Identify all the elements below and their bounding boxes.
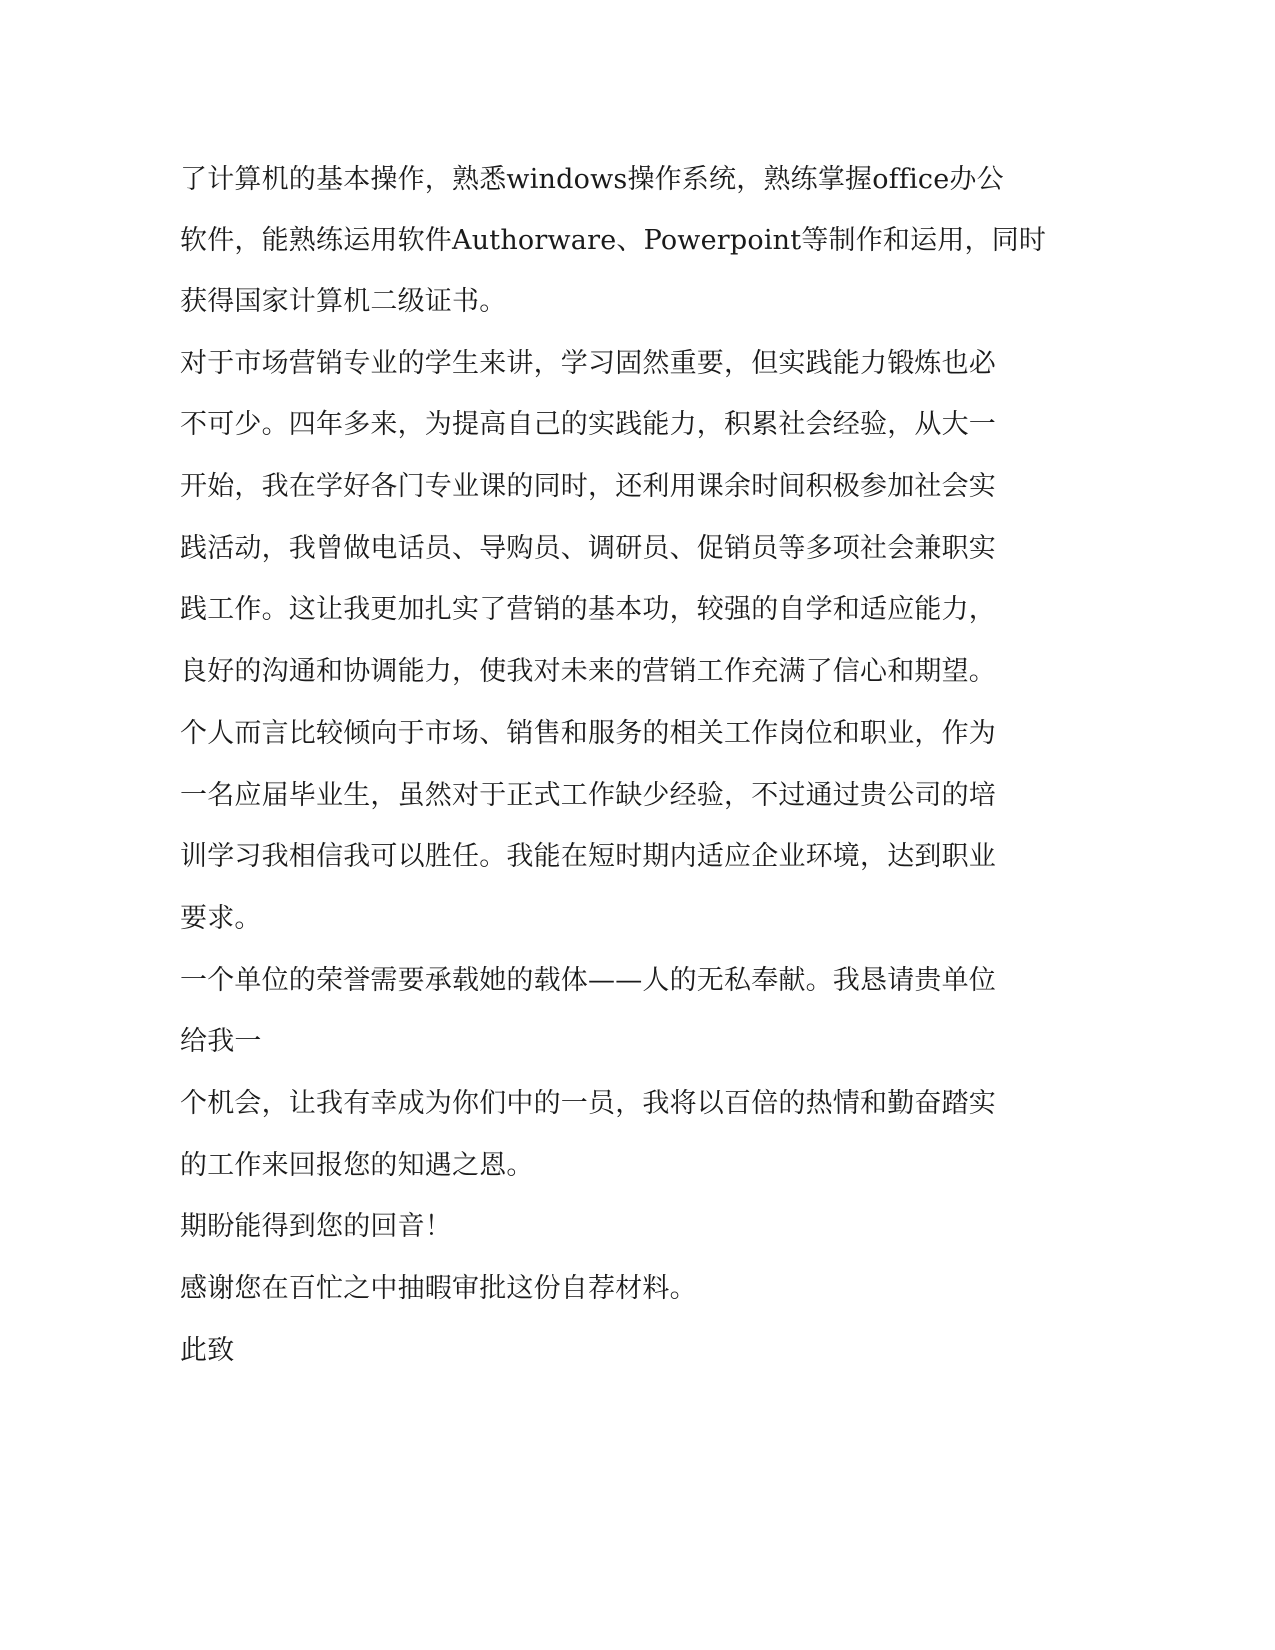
text-line: 了计算机的基本操作，熟悉windows操作系统，熟练掌握office办公 <box>180 164 1004 195</box>
text-line: 践工作。这让我更加扎实了营销的基本功，较强的自学和适应能力， <box>180 594 996 625</box>
text-line: 不可少。四年多来，为提高自己的实践能力，积累社会经验，从大一 <box>180 409 996 440</box>
text-line: 获得国家计算机二级证书。 <box>180 286 507 317</box>
text-line: 软件，能熟练运用软件Authorware、Powerpoint等制作和运用，同时 <box>180 225 1047 256</box>
text-line: 一名应届毕业生，虽然对于正式工作缺少经验，不过通过贵公司的培 <box>180 780 996 811</box>
text-line: 一个单位的荣誉需要承载她的载体——人的无私奉献。我恳请贵单位 <box>180 965 996 996</box>
text-line: 要求。 <box>180 903 262 934</box>
text-line: 期盼能得到您的回音！ <box>180 1211 452 1242</box>
text-line: 对于市场营销专业的学生来讲，学习固然重要，但实践能力锻炼也必 <box>180 348 996 379</box>
text-line: 此致 <box>180 1335 235 1366</box>
text-line: 感谢您在百忙之中抽暇审批这份自荐材料。 <box>180 1273 697 1304</box>
text-line: 给我一 <box>180 1026 262 1057</box>
text-line: 的工作来回报您的知遇之恩。 <box>180 1150 534 1181</box>
text-line: 训学习我相信我可以胜任。我能在短时期内适应企业环境，达到职业 <box>180 841 996 872</box>
text-line: 开始，我在学好各门专业课的同时，还利用课余时间积极参加社会实 <box>180 471 996 502</box>
text-line: 个人而言比较倾向于市场、销售和服务的相关工作岗位和职业，作为 <box>180 718 996 749</box>
text-line: 个机会，让我有幸成为你们中的一员，我将以百倍的热情和勤奋踏实 <box>180 1088 996 1119</box>
text-line: 良好的沟通和协调能力，使我对未来的营销工作充满了信心和期望。 <box>180 656 996 687</box>
text-line: 践活动，我曾做电话员、导购员、调研员、促销员等多项社会兼职实 <box>180 533 996 564</box>
